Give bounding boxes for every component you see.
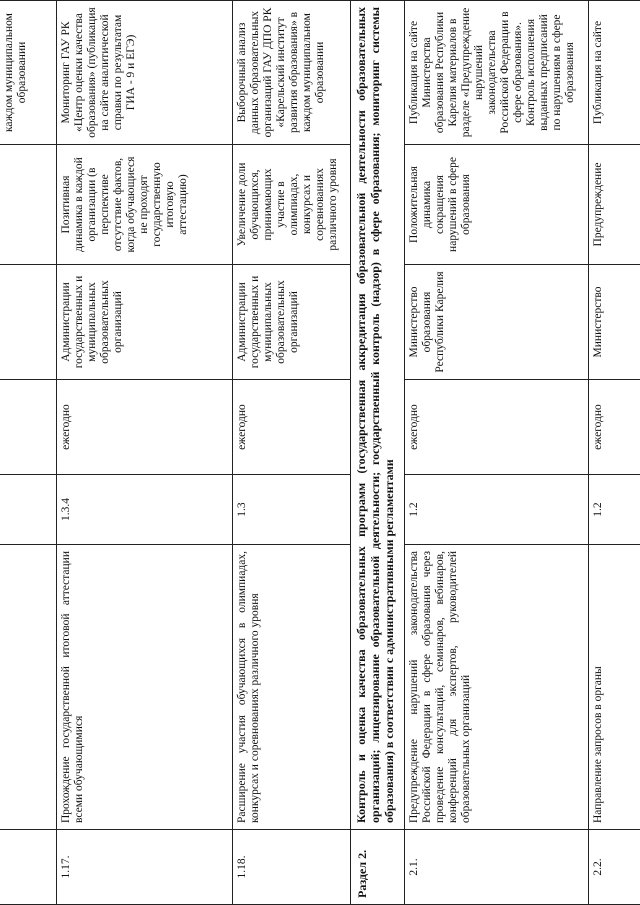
- cell-control-form: Мониторинг ГАУ РК «Центр оценки качества образования» (публикация на сайте аналитической справки по результатам ГИА - 9 и ЕГЭ): [57, 0, 232, 145]
- cell-control-form: Выборочный анализ данных образовательных организаций ГАУ ДПО РК «Карельский институт развития образования» в каждом муниципальном образовании: [233, 0, 350, 145]
- cell-number: 2.2.: [589, 830, 640, 905]
- section-label: Раздел 2.: [351, 830, 404, 905]
- section-title: Контроль и оценка качества образовательных программ (государственная аккредитация образовательной деятельности образовательных организаций; лицензирование образовательной деятельности; государственный контроль (надзор) в сфере образования; мониторинг системы образования) в соответствии с административными регламентами: [351, 0, 404, 830]
- table-row: [588, 0, 640, 905]
- cell-number: 2.1.: [405, 830, 588, 905]
- cell-term: ежегодно: [57, 380, 232, 475]
- cell-reference: 1.3: [233, 475, 350, 545]
- cell-activity: [0, 545, 56, 830]
- cell-term: ежегодно: [405, 380, 588, 475]
- cell-term: [0, 380, 56, 475]
- cell-number: 1.17.: [57, 830, 232, 905]
- cell-term: ежегодно: [233, 380, 350, 475]
- cell-result: Предупреждение: [589, 145, 640, 265]
- section-header: [350, 0, 404, 905]
- cell-number: 1.18.: [233, 830, 350, 905]
- cell-reference: 1.3.4: [57, 475, 232, 545]
- cell-responsible: Министерство образования Республики Карелия: [405, 265, 588, 380]
- cell-reference: [0, 475, 56, 545]
- cell-activity: Направление запросов в органы: [589, 545, 640, 830]
- table-row: [56, 0, 232, 905]
- cell-result: Положительная динамика сокращения нарушений в сфере образования: [405, 145, 588, 265]
- cell-result: Увеличение доли обучающихся, принимающих участие в олимпиадах, конкурсах и соревнованиях различного уровня: [233, 145, 350, 265]
- cell-responsible: Администрации государственных и муниципальных образовательных организаций: [233, 265, 350, 380]
- cell-result: [0, 145, 56, 265]
- cell-control-form: Публикация на сайте Министерства образования Республики Карелия материалов в разделе «Предупреждение нарушений законодательства Российской Федерации в сфере образования». Контроль исполнения выданных предписаний по нарушениям в сфере образования: [405, 0, 588, 145]
- cell-activity: Прохождение государственной итоговой аттестации всеми обучающимися: [57, 545, 232, 830]
- table-row: [232, 0, 350, 905]
- cell-activity: Предупреждение нарушений законодательства Российской Федерации в сфере образования через проведение консультаций, семинаров, вебинаров, конференций для экспертов, руководителей образовательных организаций: [405, 545, 588, 830]
- cell-reference: 1.2: [589, 475, 640, 545]
- table-row: [404, 0, 588, 905]
- cell-reference: 1.2: [405, 475, 588, 545]
- cell-responsible: Администрации государственных и муниципальных образовательных организаций: [57, 265, 232, 380]
- cell-activity: Расширение участия обучающихся в олимпиадах, конкурсах и соревнованиях различного уровня: [233, 545, 350, 830]
- cell-result: Позитивная динамика в каждой организации (в перспективе отсутствие фактов, когда обучающиеся не проходят государственную итоговую аттестацию): [57, 145, 232, 265]
- cell-responsible: Министерство: [589, 265, 640, 380]
- cell-responsible: [0, 265, 56, 380]
- cell-control-form: Публикация на сайте: [589, 0, 640, 145]
- table-row: [0, 0, 56, 905]
- cell-control-form: каждом муниципальном образовании: [0, 0, 56, 145]
- cell-number: [0, 830, 56, 905]
- cell-term: ежегодно: [589, 380, 640, 475]
